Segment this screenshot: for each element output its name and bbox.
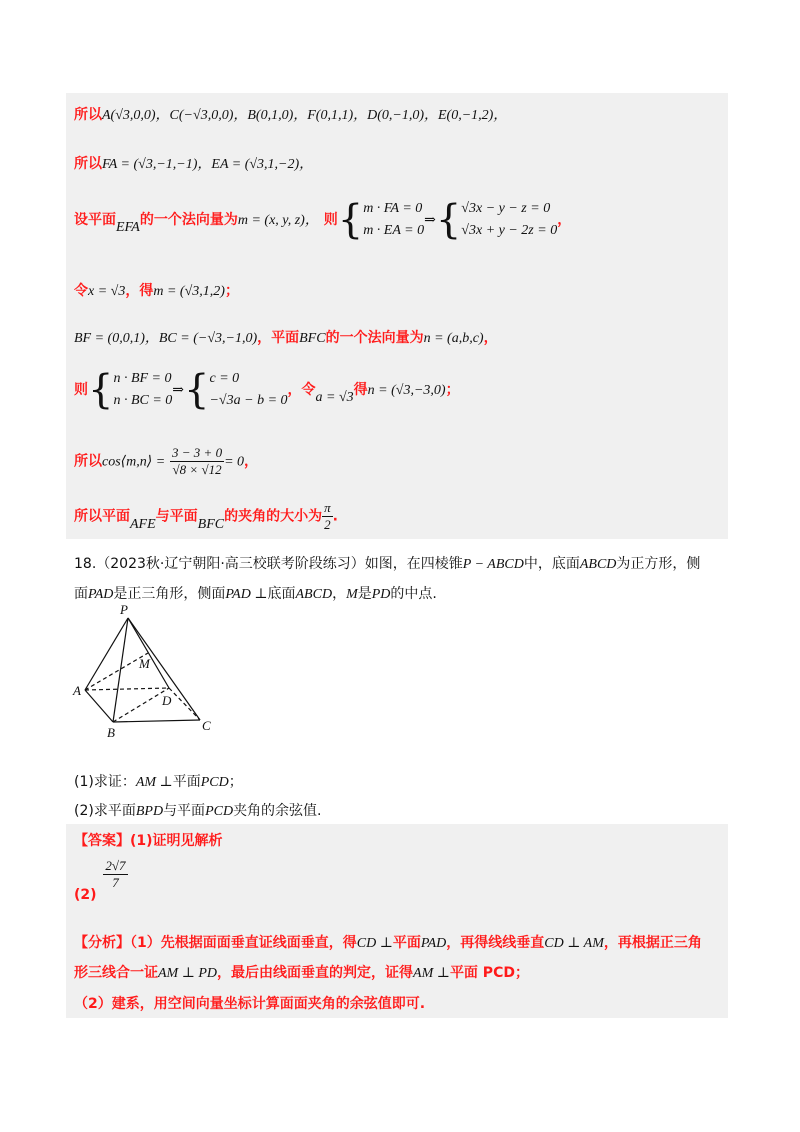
formula: PD bbox=[371, 587, 391, 602]
formula: CD ⊥ AM bbox=[544, 936, 604, 951]
solution-text: ，令 bbox=[287, 382, 316, 398]
analysis-text: （1）先根据面面垂直证线面垂直，得 bbox=[130, 935, 357, 951]
equation-system bbox=[461, 198, 557, 242]
equation: m · FA = 0 bbox=[363, 201, 423, 216]
solution-text: 的夹角的大小为 bbox=[224, 508, 323, 525]
vertex-label-b: B bbox=[107, 725, 115, 740]
left-brace: { bbox=[88, 367, 114, 413]
analysis-text: ，再根据正三角 bbox=[603, 935, 702, 951]
analysis-line-2 bbox=[74, 962, 529, 982]
formula: cos⟨m,n⟩ = bbox=[102, 454, 166, 470]
coordinates-formula: A(√3,0,0)，C(−√3,0,0)，B(0,1,0)，F(0,1,1)，D(0,−1,0)，E(0,−1,2)， bbox=[102, 108, 508, 123]
equation: c = 0 bbox=[209, 371, 240, 386]
solution-text: 的一个法向量为 bbox=[325, 330, 424, 346]
answer-text: (2) bbox=[74, 886, 97, 903]
denominator: 7 bbox=[112, 875, 119, 890]
question-text: 平面 bbox=[172, 774, 201, 790]
solution-text: ，得 bbox=[125, 283, 154, 299]
equation-system bbox=[113, 368, 172, 412]
pyramid-figure bbox=[70, 600, 220, 750]
analysis-text: ，再得线线垂直 bbox=[446, 935, 545, 951]
vertex-label-a: A bbox=[73, 683, 81, 698]
problem-text: ， bbox=[332, 586, 347, 602]
formula: PAD ⊥ bbox=[225, 587, 268, 602]
formula: AM ⊥ bbox=[135, 775, 173, 790]
question-1 bbox=[74, 771, 243, 791]
vectors-formula: FA = (√3,−1,−1)，EA = (√3,1,−2)， bbox=[102, 157, 314, 172]
formula: AM ⊥ bbox=[413, 966, 450, 981]
question-text: 与平面 bbox=[163, 803, 206, 819]
formula: CD ⊥ bbox=[356, 936, 393, 951]
problem-text: 中，底面 bbox=[523, 556, 580, 572]
left-brace: { bbox=[184, 367, 210, 413]
formula: = 0 bbox=[224, 454, 245, 470]
vertex-label-d: D bbox=[162, 693, 172, 708]
solution-text: 的一个法向量为 bbox=[139, 212, 238, 228]
analysis-text: ，最后由线面垂直的判定，证得 bbox=[217, 965, 414, 981]
fraction bbox=[322, 500, 333, 533]
answer-text: 【答案】(1)证明见解析 bbox=[74, 833, 223, 849]
fraction bbox=[103, 858, 127, 891]
equation: n · BF = 0 bbox=[113, 371, 172, 386]
solution-text: 所以 bbox=[74, 107, 102, 123]
formula: a = √3 bbox=[315, 390, 354, 405]
problem-text: 为正方形，侧 bbox=[616, 556, 701, 572]
denominator: 2 bbox=[324, 517, 331, 532]
formula: n = (√3,−3,0) bbox=[367, 383, 446, 398]
analysis-text: 平面 bbox=[392, 935, 421, 951]
denominator: √8 × √12 bbox=[172, 462, 222, 477]
solution-text: 所以 bbox=[74, 453, 102, 470]
solution-text: . bbox=[332, 508, 338, 525]
formula: BPD bbox=[135, 804, 164, 819]
problem-text: 面 bbox=[74, 586, 88, 602]
left-brace: { bbox=[435, 197, 462, 243]
formula: PAD bbox=[88, 587, 114, 602]
analysis-line-3 bbox=[74, 993, 425, 1013]
question-2 bbox=[74, 800, 322, 820]
vertex-label-p: P bbox=[120, 602, 128, 617]
formula: P − ABCD bbox=[462, 557, 524, 572]
analysis-text: 形三线合一证 bbox=[74, 965, 158, 981]
formula: PCD bbox=[205, 804, 234, 819]
solution-text: 所以平面 bbox=[74, 508, 130, 525]
solution-text: 则 bbox=[74, 382, 88, 398]
formula: x = √3 bbox=[88, 284, 126, 299]
question-text: (1)求证： bbox=[74, 774, 136, 790]
plane-name: BFC bbox=[299, 331, 326, 346]
problem-text: 18.（2023秋·辽宁朝阳·高三校联考阶段练习）如图，在四棱锥 bbox=[74, 556, 463, 572]
problem-text: 是 bbox=[357, 586, 372, 602]
solution-line-cosine bbox=[74, 445, 258, 478]
solution-text: ； bbox=[445, 382, 460, 398]
solution-text: ， bbox=[483, 330, 498, 346]
equation: −√3a − b = 0 bbox=[209, 393, 288, 408]
solution-text: 得 bbox=[353, 382, 368, 398]
formula: ABCD bbox=[579, 557, 617, 572]
solution-line-normal-efa bbox=[74, 198, 571, 242]
solution-line-conclusion bbox=[74, 500, 338, 533]
solution-line-solve-n bbox=[74, 368, 460, 412]
formula: M bbox=[346, 587, 358, 602]
analysis-text: 平面 PCD； bbox=[449, 965, 529, 981]
problem-text: 的中点. bbox=[390, 586, 437, 602]
solution-line-coordinates bbox=[74, 104, 507, 124]
answer-heading bbox=[74, 830, 223, 850]
equation-system bbox=[363, 198, 424, 242]
normal-vector-formula: m = (x, y, z)， bbox=[237, 213, 319, 228]
equation: √3x − y − z = 0 bbox=[461, 201, 551, 216]
equation: √3x + y − 2z = 0 bbox=[461, 223, 558, 238]
solution-line-let-x bbox=[74, 280, 239, 300]
question-text: 夹角的余弦值. bbox=[233, 803, 322, 819]
plane-name: AFE bbox=[130, 516, 156, 532]
solution-text: ， bbox=[244, 453, 259, 470]
equation: n · BC = 0 bbox=[113, 393, 173, 408]
implies-arrow: ⇒ bbox=[172, 383, 185, 398]
question-text: (2)求平面 bbox=[74, 803, 136, 819]
implies-arrow: ⇒ bbox=[424, 213, 436, 228]
formula: BF = (0,0,1)，BC = (−√3,−1,0) bbox=[74, 331, 258, 346]
problem-statement-line-1 bbox=[74, 553, 700, 573]
vertex-label-c: C bbox=[202, 718, 211, 733]
formula: m = (√3,1,2) bbox=[153, 284, 225, 299]
formula: AM ⊥ PD bbox=[158, 966, 218, 981]
fraction bbox=[170, 445, 224, 478]
question-text: ； bbox=[228, 774, 243, 790]
numerator: 3 − 3 + 0 bbox=[172, 445, 223, 460]
plane-name: EFA bbox=[116, 220, 140, 235]
formula: PAD bbox=[420, 936, 447, 951]
formula: ABCD bbox=[295, 587, 333, 602]
analysis-heading: 【分析】 bbox=[74, 935, 130, 951]
formula: n = (a,b,c) bbox=[423, 331, 484, 346]
formula: PCD bbox=[200, 775, 229, 790]
answer-part-2 bbox=[74, 858, 128, 903]
problem-text: 底面 bbox=[267, 586, 296, 602]
solution-text: ，平面 bbox=[257, 330, 300, 346]
solution-text: 则 bbox=[323, 212, 338, 228]
solution-text: 与平面 bbox=[155, 508, 198, 525]
solution-text: 令 bbox=[74, 283, 88, 299]
equation-system bbox=[209, 368, 287, 412]
solution-text: ， bbox=[557, 212, 572, 228]
analysis-line-1 bbox=[74, 932, 702, 952]
vertex-label-m: M bbox=[139, 656, 150, 671]
solution-line-normal-bfc bbox=[74, 327, 498, 347]
solution-text: ； bbox=[224, 283, 239, 299]
left-brace: { bbox=[337, 197, 364, 243]
analysis-text: （2）建系，用空间向量坐标计算面面夹角的余弦值即可. bbox=[74, 996, 426, 1012]
solution-line-vectors bbox=[74, 153, 313, 173]
problem-text: 是正三角形，侧面 bbox=[113, 586, 226, 602]
analysis-shaded-block bbox=[66, 824, 728, 1018]
solution-text: 所以 bbox=[74, 156, 102, 172]
equation: m · EA = 0 bbox=[363, 223, 425, 238]
solution-text: 设平面 bbox=[74, 212, 116, 228]
plane-name: BFC bbox=[197, 516, 225, 532]
numerator: 2√7 bbox=[105, 858, 126, 873]
numerator: π bbox=[324, 500, 331, 515]
